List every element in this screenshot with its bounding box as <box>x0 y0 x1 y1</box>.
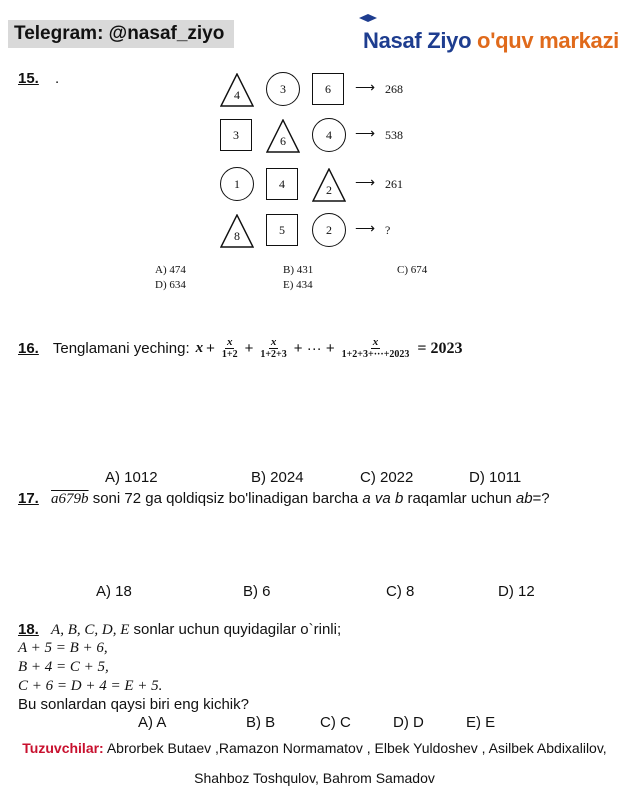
triangle-shape <box>220 73 254 107</box>
shape-value: 3 <box>280 81 286 96</box>
triangle-shape <box>312 168 346 202</box>
q16-plus-2: + <box>244 340 254 357</box>
shape-value: 2 <box>326 222 332 237</box>
q18-number: 18. <box>18 621 39 638</box>
circle-shape <box>220 167 254 201</box>
circle-shape <box>312 213 346 247</box>
q17-ab: ab <box>515 490 533 507</box>
q16-number: 16. <box>18 340 39 357</box>
arrow-right-icon: ⟶ <box>355 125 376 141</box>
square-shape <box>312 73 344 105</box>
row-result: 538 <box>385 128 403 142</box>
brand-logo <box>363 28 619 54</box>
q18-eq1: A + 5 = B + 6, <box>18 640 108 656</box>
shape-value: 1 <box>234 176 240 191</box>
q15-option-d: D) 634 <box>155 279 186 291</box>
arrow-right-icon: ⟶ <box>355 220 376 236</box>
row-result: ? <box>385 223 391 237</box>
square-shape <box>266 214 298 246</box>
q16-option-b: B) 2024 <box>251 469 304 486</box>
shape-value: 6 <box>280 133 286 148</box>
q18-vars: A, B, C, D, E <box>51 622 130 638</box>
q18-eq3: C + 6 = D + 4 = E + 5. <box>18 678 163 694</box>
row-result: 268 <box>385 82 403 96</box>
brand-rest: o'quv markazi <box>471 28 619 53</box>
q18-intro: sonlar uchun quyidagilar o`rinli; <box>129 621 342 638</box>
q18-option-e: E) E <box>466 714 496 731</box>
q17-line <box>18 490 550 508</box>
q16-text: Tenglamani yeching: <box>52 340 190 357</box>
q16-dots: + ··· + <box>293 340 335 357</box>
q17-tail: =? <box>532 490 550 507</box>
brand-main: Nasaf Ziyo <box>362 28 472 53</box>
q17-number: 17. <box>18 490 39 507</box>
shape-value: 2 <box>326 182 332 197</box>
q16-fraction-2: $\frac{x}{1+2+3}$ <box>260 336 287 360</box>
q15-option-e: E) 434 <box>283 279 313 291</box>
square-shape <box>220 119 252 151</box>
q16-fraction-3: $\frac{x}{1+2+3+\cdot\cdot\cdot+2023}$ <box>341 336 410 360</box>
q18-option-b: B) B <box>246 714 276 731</box>
q18-question: Bu sonlardan qaysi biri eng kichik? <box>18 696 249 713</box>
q16-option-a: A) 1012 <box>105 469 158 486</box>
q16-fraction-1: $\frac{x}{1+2}$ <box>221 336 238 360</box>
square-shape <box>266 168 298 200</box>
shape-value: 4 <box>326 127 332 142</box>
q16-option-d: D) 1011 <box>469 469 522 486</box>
q16-rhs: = 2023 <box>417 339 463 357</box>
q18-option-a: A) A <box>138 714 167 731</box>
q17-option-a: A) 18 <box>96 583 132 600</box>
telegram-tag: Telegram: @nasaf_ziyo <box>8 20 234 48</box>
authors-line-1 <box>0 740 629 756</box>
triangle-shape <box>266 119 300 153</box>
shape-value: 8 <box>234 228 240 243</box>
q17-option-c: C) 8 <box>386 583 415 600</box>
q15-option-a: A) 474 <box>155 264 186 276</box>
shape-value: 6 <box>325 81 331 96</box>
q17-text-pre: soni 72 ga qoldiqsiz bo'linadigan barcha <box>88 490 363 507</box>
arrow-right-icon: ⟶ <box>355 79 376 95</box>
shape-value: 4 <box>234 87 240 102</box>
q15-option-c: C) 674 <box>397 264 428 276</box>
arrow-right-icon: ⟶ <box>355 174 376 190</box>
q15-dot: . <box>55 70 60 87</box>
shape-value: 5 <box>279 222 285 237</box>
q18-eq2: B + 4 = C + 5, <box>18 659 109 675</box>
q17-number-expr: a679b <box>51 491 89 507</box>
authors-names-1: Abrorbek Butaev ,Ramazon Normamatov , Elbek Yuldoshev , Asilbek Abdixalilov, <box>103 740 607 756</box>
q18-intro-line <box>18 621 341 639</box>
shape-value: 4 <box>279 176 285 191</box>
shape-value: 3 <box>233 127 239 142</box>
row-result: 261 <box>385 177 403 191</box>
q17-option-b: B) 6 <box>243 583 271 600</box>
q15-number: 15. <box>18 70 39 87</box>
q16-option-c: C) 2022 <box>360 469 414 486</box>
q16-line <box>18 336 463 361</box>
q16-plus-1: + <box>206 340 215 357</box>
circle-shape <box>266 72 300 106</box>
graduation-cap-icon <box>359 14 377 24</box>
q18-option-d: D) D <box>393 714 424 731</box>
q17-vars: a va b <box>362 490 404 507</box>
triangle-shape <box>220 214 254 248</box>
q17-text-post: raqamlar uchun <box>403 490 516 507</box>
q17-option-d: D) 12 <box>498 583 535 600</box>
q18-option-c: C) C <box>320 714 351 731</box>
circle-shape <box>312 118 346 152</box>
authors-label: Tuzuvchilar: <box>22 740 104 756</box>
authors-line-2: Shahboz Toshqulov, Bahrom Samadov <box>194 770 435 786</box>
q16-x: x <box>195 340 204 356</box>
q15-option-b: B) 431 <box>283 264 314 276</box>
